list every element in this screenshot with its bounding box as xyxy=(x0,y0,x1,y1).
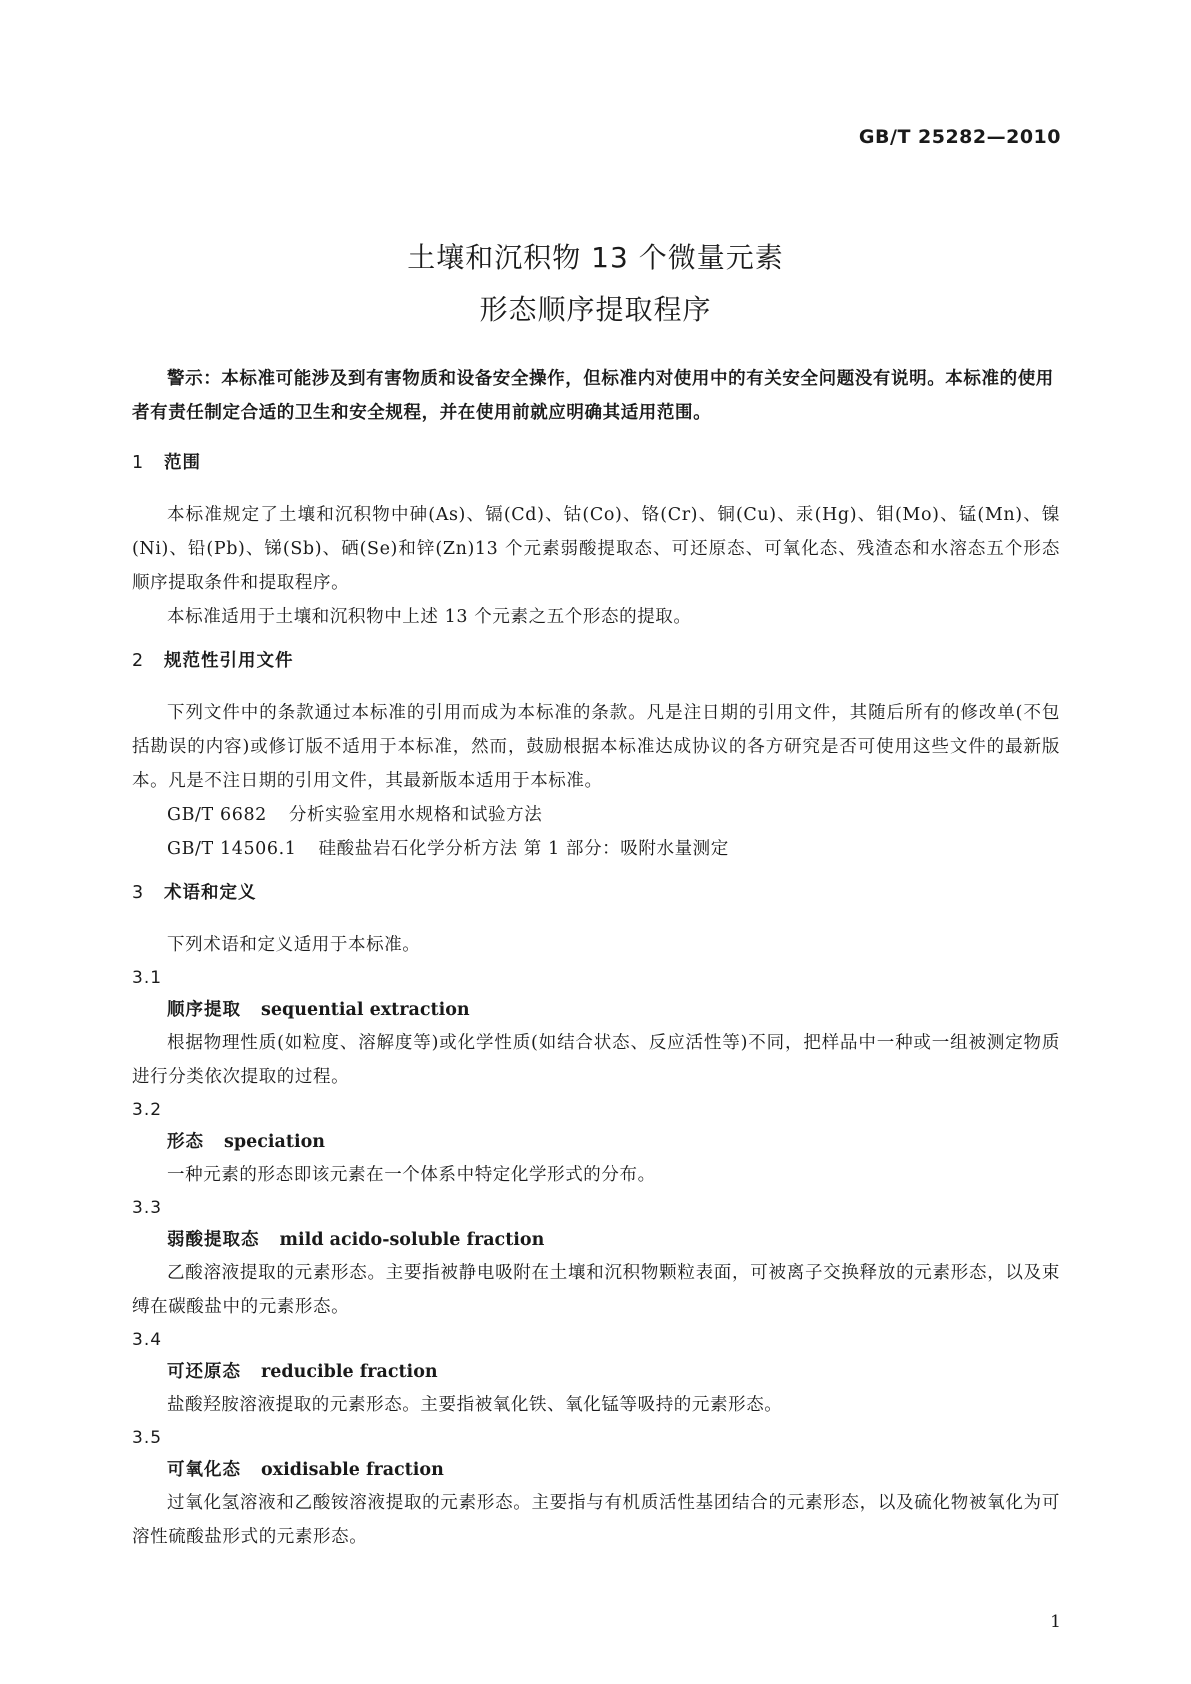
term-zh: 可氧化态 xyxy=(167,1460,241,1480)
section-2-heading xyxy=(132,646,1060,676)
clause-number: 3.5 xyxy=(132,1428,163,1448)
clause-number: 3.3 xyxy=(132,1198,163,1218)
reference-title: 硅酸盐岩石化学分析方法 第 1 部分：吸附水量测定 xyxy=(318,839,729,859)
term-zh: 顺序提取 xyxy=(167,1000,241,1020)
title-line-2: 形态顺序提取程序 xyxy=(479,293,712,326)
reference-item xyxy=(132,798,1060,832)
term-definition: 一种元素的形态即该元素在一个体系中特定化学形式的分布。 xyxy=(167,1165,656,1185)
section-number: 2 xyxy=(132,651,145,671)
page-number: 1 xyxy=(1050,1612,1061,1632)
clause-number: 3.2 xyxy=(132,1100,163,1120)
term-definition: 根据物理性质(如粒度、溶解度等)或化学性质(如结合状态、反应活性等)不同，把样品中一种或一组被测定物质进行分类依次提取的过程。 xyxy=(132,1033,1060,1087)
term-heading xyxy=(132,1224,1060,1256)
section-title: 术语和定义 xyxy=(164,883,257,903)
clause-number: 3.1 xyxy=(132,968,163,988)
reference-item xyxy=(132,832,1060,866)
section-2-paragraph-1: 下列文件中的条款通过本标准的引用而成为本标准的条款。凡是注日期的引用文件，其随后所有的修改单(不包括勘误的内容)或修订版不适用于本标准，然而，鼓励根据本标准达成协议的各方研究是否可使用这些文件的最新版本。凡是不注日期的引用文件，其最新版本适用于本标准。 xyxy=(132,703,1060,791)
title-line-1: 土壤和沉积物 13 个微量元素 xyxy=(407,241,784,274)
standard-code: GB/T 25282—2010 xyxy=(858,126,1061,148)
term-heading xyxy=(132,1454,1060,1486)
term-en: reducible fraction xyxy=(261,1362,438,1382)
term-definition: 乙酸溶液提取的元素形态。主要指被静电吸附在土壤和沉积物颗粒表面，可被离子交换释放的元素形态，以及束缚在碳酸盐中的元素形态。 xyxy=(132,1263,1060,1317)
term-zh: 形态 xyxy=(167,1132,204,1152)
reference-code: GB/T 6682 xyxy=(167,805,267,825)
term-definition: 盐酸羟胺溶液提取的元素形态。主要指被氧化铁、氧化锰等吸持的元素形态。 xyxy=(167,1395,783,1415)
section-3-paragraph-1: 下列术语和定义适用于本标准。 xyxy=(167,935,421,955)
reference-title: 分析实验室用水规格和试验方法 xyxy=(288,805,543,825)
reference-code: GB/T 14506.1 xyxy=(167,839,297,859)
term-heading xyxy=(132,994,1060,1026)
section-number: 3 xyxy=(132,883,145,903)
document-body xyxy=(132,362,1060,1554)
safety-warning: 警示：本标准可能涉及到有害物质和设备安全操作，但标准内对使用中的有关安全问题没有说明。本标准的使用者有责任制定合适的卫生和安全规程，并在使用前就应明确其适用范围。 xyxy=(132,369,1054,423)
section-title: 规范性引用文件 xyxy=(164,651,294,671)
section-number: 1 xyxy=(132,453,145,473)
term-en: speciation xyxy=(224,1132,325,1152)
term-heading xyxy=(132,1126,1060,1158)
section-1-heading xyxy=(132,448,1060,478)
term-zh: 可还原态 xyxy=(167,1362,241,1382)
section-1-paragraph-2: 本标准适用于土壤和沉积物中上述 13 个元素之五个形态的提取。 xyxy=(167,607,692,627)
document-title xyxy=(0,232,1191,336)
section-3-heading xyxy=(132,878,1060,908)
term-en: mild acido-soluble fraction xyxy=(279,1230,545,1250)
clause-number: 3.4 xyxy=(132,1330,163,1350)
section-title: 范围 xyxy=(164,453,201,473)
term-en: sequential extraction xyxy=(261,1000,470,1020)
term-definition: 过氧化氢溶液和乙酸铵溶液提取的元素形态。主要指与有机质活性基团结合的元素形态，以及硫化物被氧化为可溶性硫酸盐形式的元素形态。 xyxy=(132,1493,1060,1547)
term-en: oxidisable fraction xyxy=(261,1460,444,1480)
term-heading xyxy=(132,1356,1060,1388)
section-1-paragraph-1: 本标准规定了土壤和沉积物中砷(As)、镉(Cd)、钴(Co)、铬(Cr)、铜(Cu)、汞(Hg)、钼(Mo)、锰(Mn)、镍(Ni)、铅(Pb)、锑(Sb)、硒(Se)和锌(Zn)13 个元素弱酸提取态、可还原态、可氧化态、残渣态和水溶态五个形态顺序提取条件和提取程序。 xyxy=(132,505,1060,593)
term-zh: 弱酸提取态 xyxy=(167,1230,260,1250)
